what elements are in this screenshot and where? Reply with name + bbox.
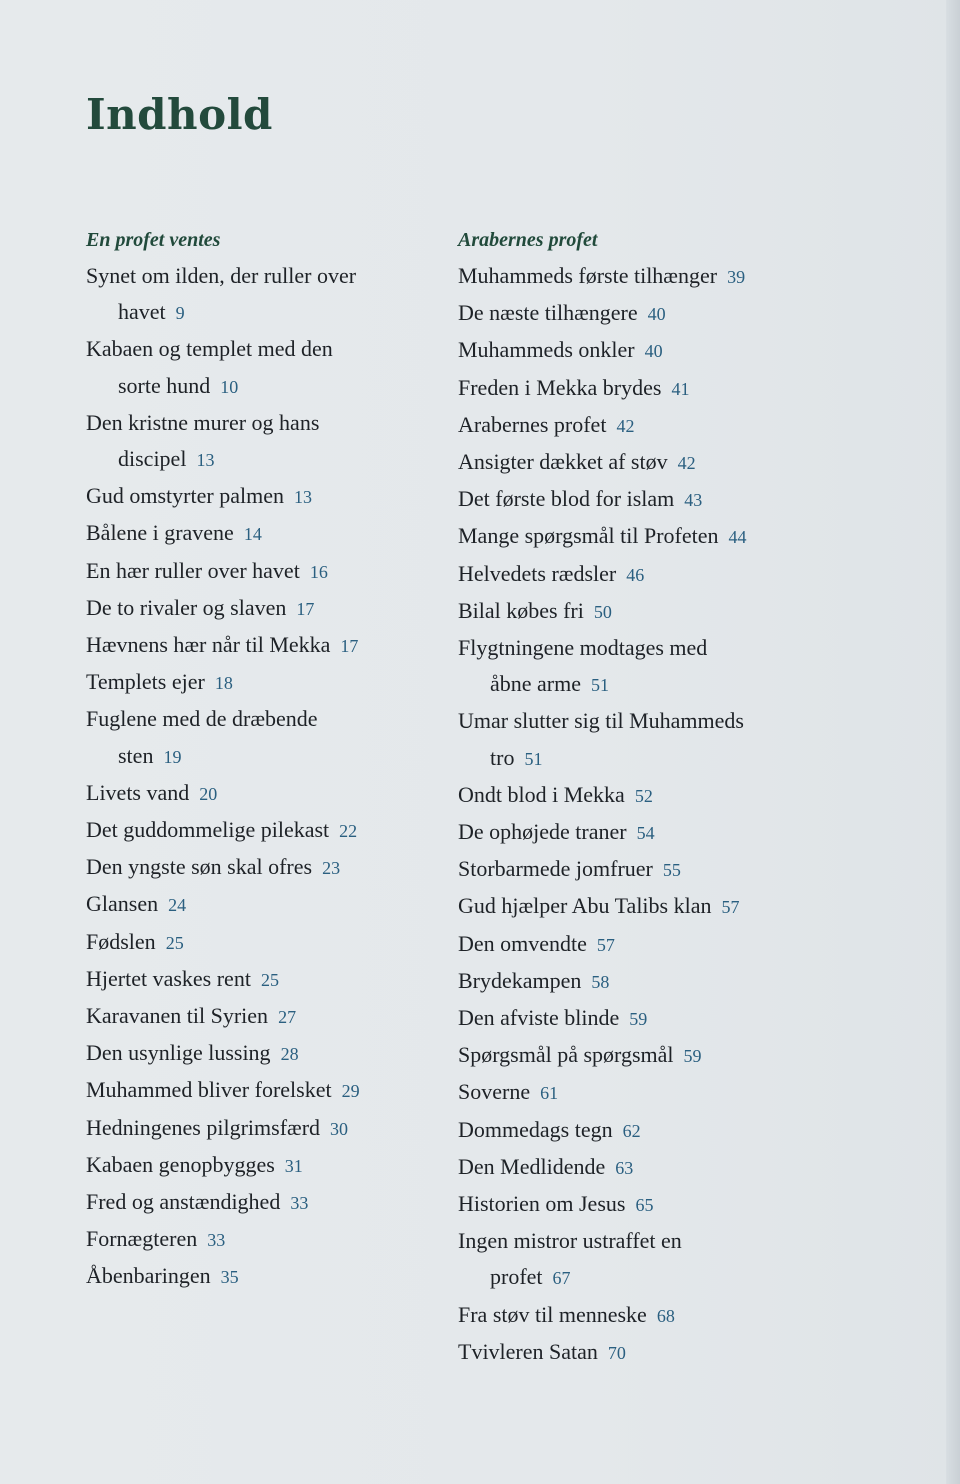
toc-page-number: 63 [615, 1157, 634, 1178]
toc-entry [458, 481, 803, 518]
toc-entry [86, 775, 431, 812]
toc-page-number: 35 [220, 1267, 239, 1288]
toc-page-number: 18 [214, 673, 233, 694]
toc-entry-title: Fødslen 25 [86, 928, 184, 954]
toc-entry-title: Den afviste blinde 59 [458, 1005, 648, 1031]
toc-page-number: 31 [284, 1155, 303, 1176]
toc-entry [86, 553, 431, 590]
toc-page-number: 23 [322, 858, 341, 879]
toc-entry-title: Arabernes profet 42 [458, 411, 635, 437]
toc-page-number: 46 [626, 564, 645, 585]
toc-entry-title: Dommedags tegn 62 [458, 1116, 641, 1142]
toc-entry [458, 777, 803, 814]
toc-entry [458, 1037, 803, 1074]
toc-entry [458, 703, 803, 776]
toc-page-number: 33 [290, 1193, 309, 1214]
toc-page-number: 44 [728, 527, 747, 548]
toc-entry [86, 961, 431, 998]
toc-entry-title: Freden i Mekka brydes 41 [458, 374, 690, 400]
toc-entry [458, 593, 803, 630]
toc-entry-title: Gud hjælper Abu Talibs klan 57 [458, 893, 740, 919]
toc-entry [458, 444, 803, 481]
toc-page-number: 28 [280, 1044, 299, 1065]
toc-entry-list [458, 258, 803, 1371]
toc-entry-title: De næste tilhængere 40 [458, 300, 666, 326]
toc-entry [458, 407, 803, 444]
toc-entry-title: Hjertet vaskes rent 25 [86, 965, 279, 991]
toc-page-number: 59 [629, 1009, 648, 1030]
toc-entry [86, 1110, 431, 1147]
toc-page-number: 39 [727, 267, 746, 287]
toc-entry-title: Muhammeds første tilhænger 39 [458, 263, 746, 288]
toc-entry-title: Fra støv til menneske 68 [458, 1301, 675, 1327]
toc-entry [458, 1000, 803, 1037]
toc-page-number: 22 [339, 821, 358, 842]
toc-entry-title: Umar slutter sig til Muhammeds [458, 708, 744, 734]
toc-entry-title: Den kristne murer og hans [86, 409, 320, 435]
toc-entry-title: Storbarmede jomfruer 55 [458, 856, 681, 882]
toc-entry [458, 295, 803, 332]
toc-entry-list [86, 258, 431, 1296]
toc-entry [458, 963, 803, 1000]
toc-entry [86, 627, 431, 664]
toc-page-number: 51 [591, 675, 609, 696]
toc-entry [458, 258, 803, 295]
toc-entry [458, 556, 803, 593]
toc-entry [458, 1223, 803, 1296]
section-heading: En profet ventes [86, 229, 221, 251]
toc-entry-title: Kabaen genopbygges 31 [86, 1151, 303, 1177]
toc-page-number: 65 [635, 1195, 654, 1216]
toc-column-left [86, 222, 431, 1296]
toc-entry [458, 1297, 803, 1334]
page-edge [946, 0, 960, 1484]
toc-page-number: 13 [293, 487, 312, 508]
toc-page-number: 25 [260, 969, 279, 990]
toc-entry-title: sten 19 [118, 742, 182, 768]
toc-entry-title: Hedningenes pilgrimsfærd 30 [86, 1114, 349, 1140]
toc-entry [86, 515, 431, 552]
toc-entry-title: De to rivaler og slaven 17 [86, 594, 315, 620]
toc-column-right [458, 222, 803, 1371]
toc-entry [458, 370, 803, 407]
toc-page-number: 16 [309, 561, 328, 582]
toc-entry-title: Fuglene med de dræbende [86, 706, 318, 732]
toc-entry [458, 1186, 803, 1223]
toc-entry-title: Ansigter dækket af støv 42 [458, 449, 696, 475]
toc-entry [86, 405, 431, 478]
toc-page-number: 9 [175, 303, 185, 324]
toc-entry [86, 1072, 431, 1109]
toc-entry [86, 701, 431, 774]
toc-entry [458, 518, 803, 555]
toc-entry-title: Det guddommelige pilekast 22 [86, 817, 358, 843]
toc-page-number: 29 [341, 1081, 360, 1102]
toc-entry [458, 1334, 803, 1371]
toc-entry-title: Den omvendte 57 [458, 930, 615, 956]
toc-page-number: 40 [644, 341, 663, 362]
toc-entry [86, 924, 431, 961]
toc-entry-title: tro 51 [490, 744, 543, 770]
toc-page-number: 13 [196, 450, 215, 471]
toc-entry-title: En hær ruller over havet 16 [86, 557, 328, 583]
toc-page-number: 50 [593, 601, 612, 622]
toc-entry-title: Templets ejer 18 [86, 669, 233, 695]
toc-page-number: 25 [165, 932, 184, 953]
toc-entry-title: havet 9 [118, 299, 185, 325]
toc-entry-title: Den Medlidende 63 [458, 1153, 634, 1179]
toc-page-number: 19 [163, 746, 182, 767]
toc-entry [86, 1258, 431, 1295]
toc-entry-title: Bålene i gravene 14 [86, 520, 262, 546]
toc-entry-title: Den yngste søn skal ofres 23 [86, 854, 341, 880]
toc-page-number: 51 [524, 748, 543, 769]
toc-page-number: 52 [634, 785, 653, 806]
toc-entry-title: Soverne 61 [458, 1079, 559, 1105]
toc-page-number: 57 [596, 934, 615, 955]
toc-page-number: 41 [671, 378, 690, 399]
toc-page-number: 14 [243, 524, 262, 545]
toc-entry [458, 332, 803, 369]
toc-entry-title: Den usynlige lussing 28 [86, 1040, 299, 1066]
toc-page-number: 10 [220, 376, 239, 397]
toc-entry [86, 812, 431, 849]
toc-page-number: 33 [207, 1230, 226, 1251]
toc-entry-title: Synet om ilden, der ruller over [86, 263, 357, 288]
toc-entry-title: Historien om Jesus 65 [458, 1191, 654, 1217]
toc-entry-title: Bilal købes fri 50 [458, 597, 612, 623]
toc-page-number: 20 [199, 783, 218, 804]
toc-entry-title: Åbenbaringen 35 [86, 1263, 239, 1289]
toc-entry [86, 1184, 431, 1221]
toc-entry [86, 590, 431, 627]
toc-page-number: 59 [683, 1046, 702, 1067]
toc-entry-title: Muhammed bliver forelsket 29 [86, 1077, 360, 1103]
toc-page-number: 61 [540, 1083, 559, 1104]
toc-entry-title: Hævnens hær når til Mekka 17 [86, 632, 359, 658]
toc-entry-title: discipel 13 [118, 446, 215, 472]
toc-entry [458, 888, 803, 925]
toc-page-number: 57 [721, 897, 740, 918]
toc-entry-title: Spørgsmål på spørgsmål 59 [458, 1042, 702, 1068]
toc-page-number: 40 [647, 304, 666, 325]
toc-entry-title: Glansen 24 [86, 891, 187, 917]
toc-entry-title: Livets vand 20 [86, 779, 218, 805]
toc-entry [458, 630, 803, 703]
toc-entry [86, 1035, 431, 1072]
toc-entry-title: profet 67 [490, 1264, 571, 1290]
toc-entry [86, 1221, 431, 1258]
page-title: Indhold [86, 90, 273, 139]
toc-entry [86, 998, 431, 1035]
toc-page-number: 27 [278, 1007, 297, 1028]
toc-entry-title: sorte hund 10 [118, 372, 239, 398]
toc-page-number: 17 [296, 598, 315, 619]
toc-entry [86, 664, 431, 701]
toc-entry-title: Det første blod for islam 43 [458, 486, 703, 512]
toc-entry-title: Muhammeds onkler 40 [458, 337, 663, 363]
toc-page-number: 30 [330, 1118, 349, 1139]
toc-entry-title: Karavanen til Syrien 27 [86, 1003, 297, 1029]
toc-entry-title: åbne arme 51 [490, 671, 609, 697]
toc-page-number: 62 [622, 1120, 641, 1141]
toc-entry [86, 1147, 431, 1184]
toc-page-number: 54 [636, 823, 655, 844]
toc-entry-title: Fred og anstændighed 33 [86, 1189, 309, 1215]
section-heading: Arabernes profet [458, 229, 598, 251]
toc-page-number: 24 [168, 895, 187, 916]
toc-entry-title: Brydekampen 58 [458, 967, 610, 993]
toc-entry-title: De ophøjede traner 54 [458, 819, 655, 845]
toc-entry [458, 926, 803, 963]
toc-page-number: 42 [677, 453, 696, 474]
toc-page-number: 42 [616, 415, 635, 436]
toc-entry [458, 1149, 803, 1186]
toc-page-number: 67 [552, 1268, 571, 1289]
toc-entry-title: Helvedets rædsler 46 [458, 560, 645, 586]
toc-entry-title: Fornægteren 33 [86, 1226, 226, 1252]
toc-entry-title: Ingen mistror ustraffet en [458, 1228, 682, 1254]
toc-entry [86, 886, 431, 923]
toc-entry [458, 1112, 803, 1149]
toc-entry [86, 258, 431, 331]
toc-entry [86, 849, 431, 886]
toc-entry-title: Mange spørgsmål til Profeten 44 [458, 523, 747, 549]
toc-entry-title: Kabaen og templet med den [86, 336, 333, 362]
toc-page-number: 43 [684, 490, 703, 511]
toc-page-number: 68 [656, 1305, 675, 1326]
toc-entry [86, 331, 431, 404]
toc-entry-title: Gud omstyrter palmen 13 [86, 483, 312, 509]
toc-entry [458, 851, 803, 888]
toc-entry-title: Flygtningene modtages med [458, 635, 708, 661]
toc-entry [458, 1074, 803, 1111]
toc-entry-title: Tvivleren Satan 70 [458, 1338, 626, 1364]
toc-page-number: 58 [591, 971, 610, 992]
toc-page-number: 55 [662, 860, 681, 881]
toc-page-number: 17 [340, 636, 359, 657]
toc-entry [458, 814, 803, 851]
toc-page-number: 70 [607, 1342, 626, 1363]
toc-entry [86, 478, 431, 515]
toc-entry-title: Ondt blod i Mekka 52 [458, 781, 653, 807]
